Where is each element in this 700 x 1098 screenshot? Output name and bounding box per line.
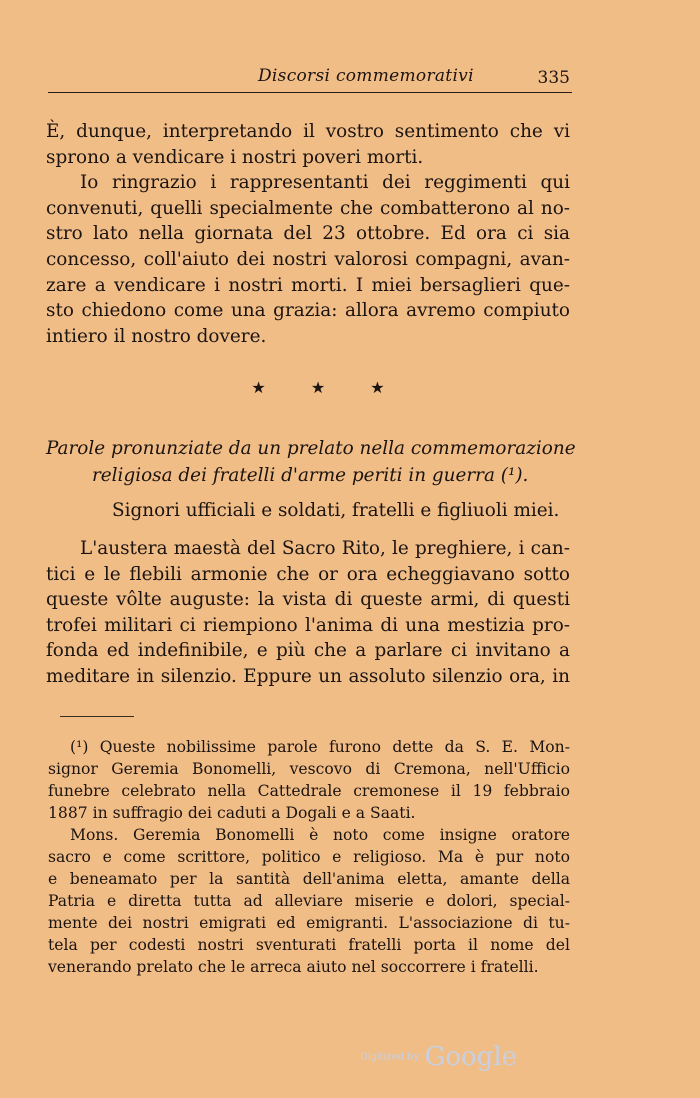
footnote-line: sacro e come scrittore, politico e religioso. Ma è pur noto (48, 848, 570, 866)
text-line: concesso, coll'aiuto dei nostri valorosi compagni, avan- (46, 248, 570, 270)
footnote-line: 1887 in suffragio dei caduti a Dogali e a Saati. (48, 804, 416, 822)
footnotes (48, 736, 570, 978)
page-number: 335 (537, 68, 570, 88)
text-line: stro lato nella giornata del 23 ottobre. Ed ora ci sia (46, 223, 570, 245)
footnote-line: funebre celebrato nella Cattedrale cremonese il 19 febbraio (48, 782, 570, 800)
text-line: L'austera maestà del Sacro Rito, le preghiere, i can- (80, 538, 570, 559)
digitized-watermark (360, 1042, 517, 1072)
google-logo: Google (424, 1042, 518, 1072)
footnote-line: signor Geremia Bonomelli, vescovo di Cremona, nell'Ufficio (48, 760, 570, 778)
heading-line-1: Parole pronunziate da un prelato nella commemorazione (46, 438, 576, 459)
footnote-line: e beneamato per la santità dell'anima eletta, amante della (48, 870, 570, 888)
text-line: zare a vendicare i nostri morti. I miei bersaglieri que- (46, 274, 570, 296)
salutation: Signori ufficiali e soldati, fratelli e figliuoli miei. (112, 500, 560, 521)
text-line: trofei militari ci riempiono l'anima di una mestizia pro- (46, 614, 570, 636)
text-line: queste vôlte auguste: la vista di queste armi, di questi (46, 589, 570, 611)
text-line: tici e le flebili armonie che or ora echeggiavano sotto (46, 563, 570, 585)
footnote-rule (60, 716, 134, 717)
footnote-line: tela per codesti nostri sventurati fratelli porta il nome del (48, 936, 570, 954)
running-header (48, 62, 572, 93)
text-line: È, dunque, interpretando il vostro sentimento che vi (46, 121, 570, 142)
text-line: meditare in silenzio. Eppure un assoluto silenzio ora, in (46, 665, 570, 687)
text-line: fonda ed indefinibile, e più che a parlare ci invitano a (46, 640, 570, 662)
watermark-prefix: Digitized by (360, 1051, 420, 1063)
section-heading (46, 435, 574, 489)
text-line: sprono a vendicare i nostri poveri morti. (46, 146, 424, 168)
text-line: sto chiedono come una grazia: allora avremo compiuto (46, 300, 570, 322)
footnote-line: (¹) Queste nobilissime parole furono dette da S. E. Mon- (70, 738, 570, 756)
paragraph-block-2 (46, 536, 570, 690)
text-line: convenuti, quelli specialmente che combatterono al no- (46, 197, 570, 219)
text-line: Io ringrazio i rappresentanti dei reggimenti qui (80, 172, 570, 194)
text-line: intiero il nostro dovere. (46, 325, 267, 347)
heading-line-2: religiosa dei fratelli d'arme periti in guerra (¹). (92, 465, 529, 486)
running-title: Discorsi commemorativi (258, 66, 474, 86)
footnote-line: mente dei nostri emigrati ed emigranti. L'associazione di tu- (48, 914, 570, 932)
footnote-line: Patria e diretta tutta ad alleviare miserie e dolori, special- (48, 892, 570, 910)
section-separator: ★ ★ ★ (251, 378, 405, 397)
paragraph-block-1 (46, 119, 570, 349)
footnote-line: Mons. Geremia Bonomelli è noto come insigne oratore (70, 826, 570, 844)
footnote-line: venerando prelato che le arreca aiuto nel soccorrere i fratelli. (48, 958, 539, 976)
